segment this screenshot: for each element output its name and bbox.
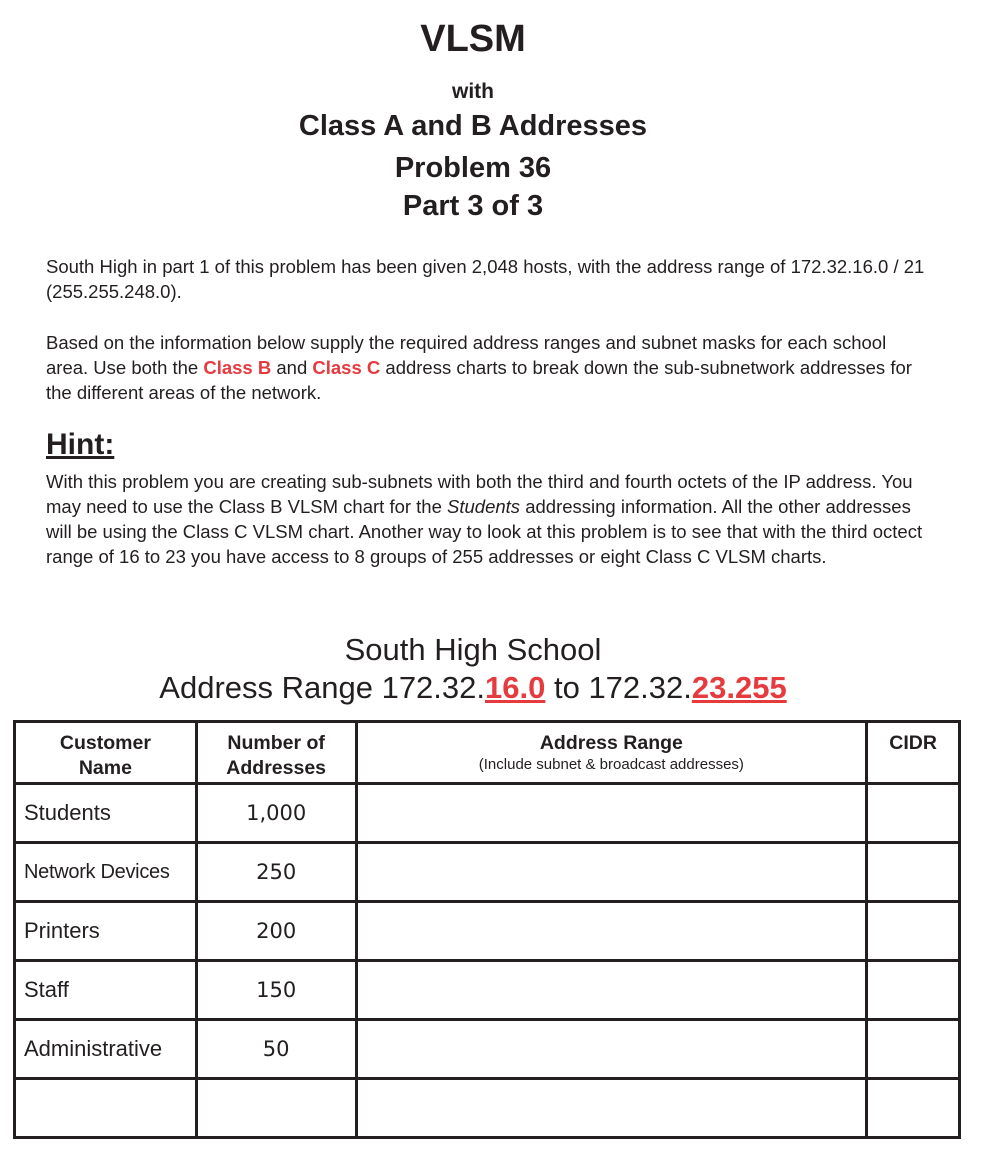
customer-name-cell: Administrative — [15, 1020, 197, 1079]
hint-heading: Hint: — [46, 428, 115, 461]
range-end: 23.255 — [691, 670, 787, 705]
page-title: VLSM — [420, 18, 526, 60]
cidr-cell[interactable] — [867, 1020, 960, 1079]
address-count-cell[interactable] — [196, 1079, 356, 1138]
cidr-cell[interactable] — [867, 961, 960, 1020]
range-prefix: Address Range 172.32. — [159, 670, 486, 705]
address-range-cell[interactable] — [356, 961, 867, 1020]
part-number: Part 3 of 3 — [402, 190, 544, 222]
address-range-cell[interactable] — [356, 843, 867, 902]
address-range-cell[interactable] — [356, 784, 867, 843]
address-count-cell: 200 — [196, 902, 356, 961]
title-with: with — [452, 80, 494, 103]
intro-paragraph-1: South High in part 1 of this problem has been given 2,048 hosts, with the address range of 172.32.16.0 / 21 (255.255.248.0). — [46, 256, 925, 302]
hint-paragraph — [46, 469, 926, 569]
intro-p2-text-b: and — [271, 357, 313, 378]
customer-name-cell: Printers — [15, 902, 197, 961]
class-c-highlight: Class C — [312, 357, 381, 378]
address-range-cell[interactable] — [356, 1079, 867, 1138]
customer-name-cell: Network Devices — [15, 843, 197, 902]
page-subtitle: Class A and B Addresses — [298, 110, 648, 142]
table-header-row — [15, 722, 960, 784]
table-row — [15, 1020, 960, 1079]
header-customer-name — [15, 722, 197, 784]
hint-text-b: addressing information. All the other addresses will be using the Class C VLSM chart. Another way to look at this problem is to see that with the third octect range of 16 to 23 you have access to 8 groups of 255 addresses or eight Class C VLSM charts. — [46, 496, 923, 567]
table-row — [15, 784, 960, 843]
customer-name-cell[interactable] — [15, 1079, 197, 1138]
address-count-cell: 50 — [196, 1020, 356, 1079]
address-table — [13, 720, 961, 1139]
address-range-cell[interactable] — [356, 902, 867, 961]
intro-paragraph-2 — [46, 330, 926, 405]
header-count-line2: Addresses — [226, 757, 327, 779]
hint-text-a: With this problem you are creating sub-subnets with both the third and fourth octets of the IP address. You may need to use the Class B VLSM chart for the — [46, 471, 913, 517]
range-start: 16.0 — [485, 670, 546, 705]
table-row — [15, 1079, 960, 1138]
header-count-line1: Number of — [227, 732, 325, 754]
problem-number: Problem 36 — [394, 152, 552, 184]
header-cidr: CIDR — [867, 722, 960, 784]
cidr-cell[interactable] — [867, 902, 960, 961]
table-row — [15, 843, 960, 902]
class-b-highlight: Class B — [203, 357, 272, 378]
address-count-cell: 1,000 — [196, 784, 356, 843]
header-address-range — [356, 722, 867, 784]
hint-students-italic: Students — [447, 496, 521, 517]
table-row — [15, 961, 960, 1020]
address-count-cell: 150 — [196, 961, 356, 1020]
intro-p2-text-a: Based on the information below supply the required address ranges and subnet masks for each school area. Use both the — [46, 332, 887, 378]
cidr-cell[interactable] — [867, 784, 960, 843]
customer-name-cell: Students — [15, 784, 197, 843]
cidr-cell[interactable] — [867, 1079, 960, 1138]
header-customer-line2: Name — [78, 757, 132, 779]
customer-name-cell: Staff — [15, 961, 197, 1020]
header-range-label: Address Range — [539, 732, 683, 754]
address-count-cell: 250 — [196, 843, 356, 902]
table-row — [15, 902, 960, 961]
header-number-of-addresses — [196, 722, 356, 784]
header-range-note: (Include subnet & broadcast addresses) — [478, 756, 744, 773]
address-range-cell[interactable] — [356, 1020, 867, 1079]
school-name: South High School — [344, 632, 602, 667]
school-address-range — [0, 670, 946, 706]
range-mid: to 172.32. — [545, 670, 692, 705]
cidr-cell[interactable] — [867, 843, 960, 902]
header-customer-line1: Customer — [59, 732, 151, 754]
intro-p2-text-c: address charts to break down the sub-subnetwork addresses for the different areas of the network. — [46, 357, 912, 403]
